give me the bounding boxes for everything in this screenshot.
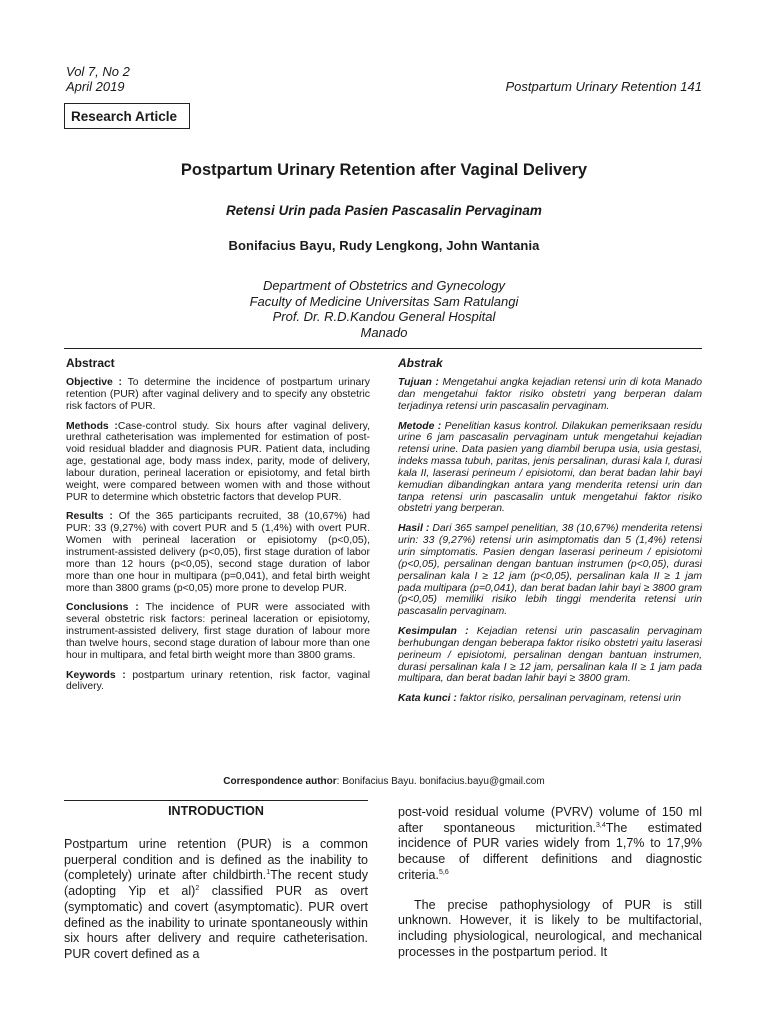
citation: 3,4 [596,821,606,829]
abstrak-kata-kunci [398,693,702,705]
abstract-methods [66,421,370,504]
abstract-label: Methods : [66,420,118,432]
affiliation-line: Department of Obstetrics and Gynecology [262,278,506,293]
abstrak-kesimpulan [398,626,702,685]
abstract-conclusions [66,602,370,661]
abstrak-heading: Abstrak [398,356,443,370]
affiliation-block [0,278,768,341]
abstract-label: Objective : [66,377,122,388]
abstract-objective [66,377,370,413]
abstract-english [66,377,370,701]
abstract-top-rule [64,348,702,349]
abstract-keywords [66,670,370,694]
author-list: Bonifacius Bayu, Rudy Lengkong, John Wantania [228,238,540,253]
introduction-rule [64,800,368,801]
paper-title: Postpartum Urinary Retention after Vaginal Delivery [180,161,588,179]
abstract-label: Results : [66,511,113,523]
citation: 5,6 [438,868,449,876]
abstract-text: To determine the incidence of postpartum urinary retention (PUR) after vaginal delivery and to specify any obstetric risk factors of PUR. [66,377,370,412]
correspondence-email: : Bonifacius Bayu. bonifacius.bayu@gmail.com [336,776,545,787]
abstract-text: The incidence of PUR were associated with several obstetric risk factors: perineal laceration or episiotomy, instrument-assisted delivery, first stage duration of labour more than twelve hours, second stage duration of labour more than one hour in multipara, and fetal birth weight more than 3800 grams. [66,602,371,661]
citation: 2 [195,884,200,892]
body-text: post-void residual volume (PVRV) volume of 150 ml after spontaneous micturition. [398,805,702,835]
correspondence-label: Correspondence author [223,776,337,787]
introduction-paragraph [398,805,702,884]
abstract-text: Case-control study. Six hours after vaginal delivery, urethral catheterisation was implemented for estimation of post-void residual bladder and diagnosis PUR. Patient data, including age, gestational age, body mass index, parity, mode of delivery, labour duration, perineal laceration or episiotomy, and fetal birth weight, were compared between women with and those without PUR to determine which obstetric factors that develop PUR. [66,420,370,503]
abstrak-text: Penelitian kasus kontrol. Dilakukan pemeriksaan residu urine 6 jam pascasalin pervaginam untuk mengetahui kejadian retensi urine. Data pasien yang diambil berupa usia, usia gestasi, indeks massa tubuh, paritas, jenis persalinan, durasi kala I, durasi kala II, laserasi perineum / episiotomi, dan berat badan lahir bayi kemudian dibandingkan antara yang menderita retensi urin dan tanpa retensi urin pascasalin untuk mengetahui faktor risiko obstetri yang berperan. [398,420,703,515]
abstrak-hasil [398,523,702,618]
abstract-label: Keywords : [66,669,126,681]
body-text: The estimated incidence of PUR varies widely from 1,7% to 17,9% because of different definitions and diagnostic criteria. [398,820,702,882]
abstrak-text: Mengetahui angka kejadian retensi urin di kota Manado dan mengetahui faktor risiko obstetri yang berperan dalam terjadinya retensi urin pascasalin pervaginam. [398,377,703,412]
citation: 1 [266,869,271,877]
abstrak-tujuan [398,377,702,413]
article-type-badge: Research Article [64,103,190,129]
abstrak-metode [398,421,702,516]
issue-date: April 2019 [66,79,125,94]
volume-number: Vol 7, No 2 [66,64,130,79]
affiliation-line: Manado [360,325,408,341]
introduction-left-column [64,837,368,977]
introduction-heading: INTRODUCTION [168,804,264,818]
abstrak-label: Tujuan : [398,377,439,388]
abstract-indonesian [398,377,702,713]
abstrak-label: Kesimpulan : [398,626,469,638]
introduction-right-column [398,805,702,974]
abstrak-label: Kata kunci : [398,693,457,705]
abstrak-text: faktor risiko, persalinan pervaginam, retensi urin [459,693,681,705]
running-title: Postpartum Urinary Retention 141 [505,79,702,94]
introduction-paragraph: The precise pathophysiology of PUR is still unknown. However, it is likely to be multifactorial, including physiological, neurological, and mechanical processes in the postpartum period. It [398,897,702,959]
abstract-label: Conclusions : [66,602,139,614]
abstrak-text: Kejadian retensi urin pascasalin pervaginam berhubungan dengan beberapa faktor risiko obstetri yaitu laserasi perineum / episiotomi, persalinan dengan bantuan instrumen, durasi persalinan kala I ≥ 12 jam, persalinan kala II ≥ 1 jam pada multipara, dan berat badan lahir bayi ≥ 3800 gram. [398,626,702,685]
abstract-heading: Abstract [66,356,115,370]
abstrak-label: Metode : [398,420,442,432]
paper-subtitle: Retensi Urin pada Pasien Pascasalin Pervaginam [226,203,542,218]
abstract-text: postpartum urinary retention, risk factor, vaginal delivery. [66,669,371,693]
abstrak-text: Dari 365 sampel penelitian, 38 (10,67%) menderita retensi urin: 33 (9,27%) retensi urin asimptomatis dan 5 (1,4%) retensi urin simptomatis. Pasien dengan laserasi perineum / episiotomi (p<0,05), persalinan dengan bantuan instrumen (p<0,05), durasi persalinan kala I ≥ 12 jam (p<0,05), persalinan kala II ≥ 1 jam pada multipara (p=0,041), dan berat badan lahir bayi ≥ 3800 gram (p<0,05) memiliki risiko lebih tinggi menderita retensi urin pascasalin pervaginam. [398,523,703,618]
affiliation-line: Prof. Dr. R.D.Kandou General Hospital [272,309,496,325]
body-text: The recent study (adopting Yip et al) [64,868,368,899]
abstract-text: Of the 365 participants recruited, 38 (10,67%) had PUR: 33 (9,27%) with covert PUR and 5 (1,4%) with overt PUR. Women with perineal laceration or episiotomy (p<0,05), instrument-assisted delivery (p<0,05), first stage duration of labor more than 12 hours (p<0,05), second stage duration of labor more than one hour in multipara (p=0,041), and fetal birth weight more than 3800 grams (p<0,05) more prone to develop PUR. [66,511,370,594]
affiliation-line: Faculty of Medicine Universitas Sam Ratulangi [249,293,519,309]
correspondence-line [0,776,768,787]
body-text: Postpartum urine retention (PUR) is a common puerperal condition and is defined as the inability to (completely) urinate after childbirth. [64,837,368,883]
abstract-results [66,511,370,594]
abstrak-label: Hasil : [398,523,430,535]
introduction-paragraph [64,837,368,963]
body-text: classified PUR as overt (symptomatic) and covert (asymptomatic). PUR overt defined as the inability to urinate spontaneously within six hours after delivery and require catheterisation. PUR covert defined as a [64,884,368,961]
